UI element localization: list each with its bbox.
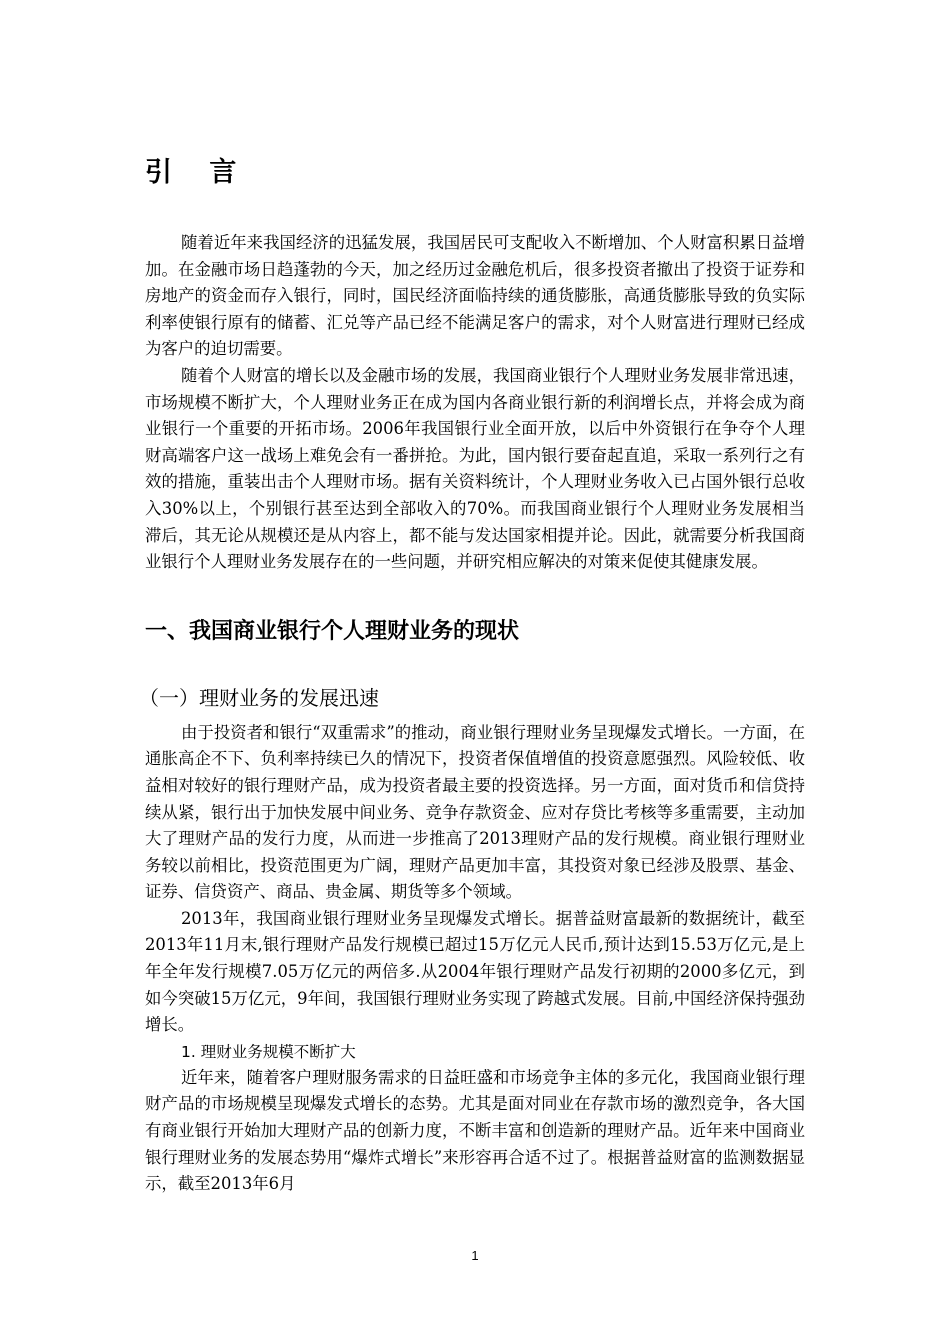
body-paragraph: 2013年，我国商业银行理财业务呈现爆发式增长。据普益财富最新的数据统计，截至2013年11月末,银行理财产品发行规模已超过15万亿元人民币,预计达到15.53万亿元,是上年全年发行规模7.05万亿元的两倍多.从2004年银行理财产品发行初期的2000多亿元，到如今突破15万亿元，9年间，我国银行理财业务实现了跨越式发展。目前,中国经济保持强劲增长。 (145, 908, 805, 1035)
intro-paragraph-1: 随着近年来我国经济的迅猛发展，我国居民可支配收入不断增加、个人财富积累日益增加。在金融市场日趋蓬勃的今天，加之经历过金融危机后，很多投资者撤出了投资于证券和房地产的资金而存入银行，同时，国民经济面临持续的通货膨胀，高通货膨胀导致的负实际利率使银行原有的储蓄、汇兑等产品已经不能满足客户的需求，对个人财富进行理财已经成为客户的迫切需要。 (145, 233, 805, 359)
body-paragraph: 由于投资者和银行“双重需求”的推动，商业银行理财业务呈现爆发式增长。一方面，在通胀高企不下、负利率持续已久的情况下，投资者保值增值的投资意愿强烈。风险较低、收益相对较好的银行理财产品，成为投资者最主要的投资选择。另一方面，面对货币和信贷持续从紧，银行出于加快发展中间业务、竞争存款资金、应对存贷比考核等多重需要，主动加大了理财产品的发行力度，从而进一步推高了2013理财产品的发行规模。商业银行理财业务较以前相比，投资范围更为广阔，理财产品更加丰富，其投资对象已经涉及股票、基金、证券、信贷资产、商品、贵金属、期货等多个领域。 (145, 722, 805, 902)
chapter-heading-status: 一、我国商业银行个人理财业务的现状 (145, 618, 520, 644)
page-content (139, 150, 805, 1198)
section-title-introduction: 引 言 (145, 157, 251, 188)
intro-paragraph-2: 随着个人财富的增长以及金融市场的发展，我国商业银行个人理财业务发展非常迅速，市场规模不断扩大，个人理财业务正在成为国内各商业银行新的利润增长点，并将会成为商业银行一个重要的开拓市场。2006年我国银行业全面开放，以后中外资银行在争夺个人理财高端客户这一战场上难免会有一番拼抢。为此，国内银行要奋起直追，采取一系列行之有效的措施，重装出击个人理财市场。据有关资料统计，个人理财业务收入已占国外银行总收入30%以上，个别银行甚至达到全部收入的70%。而我国商业银行个人理财业务发展相当滞后，其无论从规模还是从内容上，都不能与发达国家相提并论。因此，就需要分析我国商业银行个人理财业务发展存在的一些问题，并研究相应解决的对策来促使其健康发展。 (145, 365, 805, 572)
page-number: 1 (471, 1248, 479, 1263)
subsection-heading-rapid-development: （一）理财业务的发展迅速 (139, 685, 379, 710)
body-paragraph: 近年来，随着客户理财服务需求的日益旺盛和市场竞争主体的多元化，我国商业银行理财产品的市场规模呈现爆发式增长的态势。尤其是面对同业在存款市场的激烈竞争，各大国有商业银行开始加大理财产品的创新力度，不断丰富和创造新的理财产品。近年来中国商业银行理财业务的发展态势用“爆炸式增长”来形容再合适不过了。根据普益财富的监测数据显示，截至2013年6月 (145, 1067, 805, 1194)
point-heading-scale-expanding: 1. 理财业务规模不断扩大 (181, 1042, 356, 1061)
